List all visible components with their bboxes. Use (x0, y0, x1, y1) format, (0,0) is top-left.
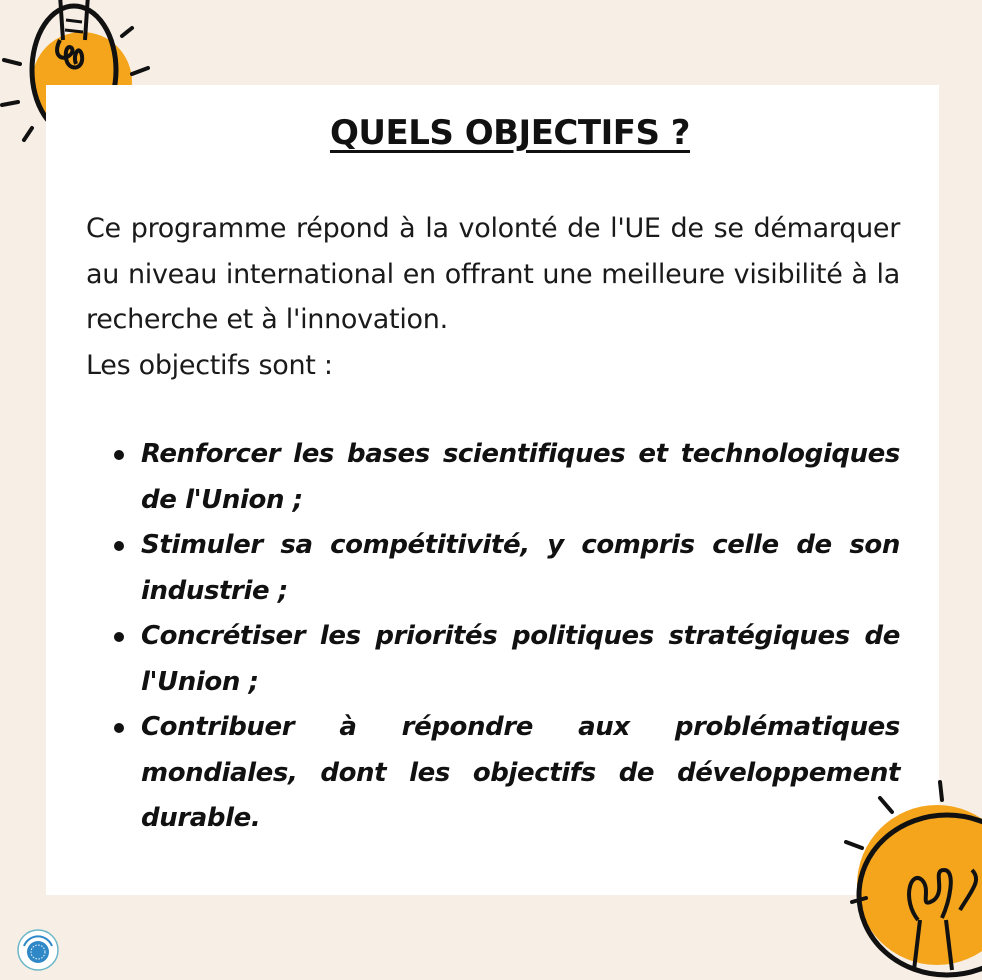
bullet-icon (114, 632, 124, 642)
list-item: Stimuler sa compétitivité, y compris celle de son industrie ; (86, 523, 900, 614)
page-title: QUELS OBJECTIFS ? (330, 113, 690, 153)
bullet-icon (114, 541, 124, 551)
bullet-icon (114, 723, 124, 733)
list-item: Renforcer les bases scientifiques et technologiques de l'Union ; (86, 432, 900, 523)
objectives-list (86, 432, 900, 842)
list-item: Concrétiser les priorités politiques stratégiques de l'Union ; (86, 614, 900, 705)
lightbulb-icon-bottom-right (822, 770, 982, 980)
intro-paragraph: Ce programme répond à la volonté de l'UE de se démarquer au niveau international en offrant une meilleure visibilité à la recherche et à l'innovation. (86, 213, 900, 335)
intro-lead-in: Les objectifs sont : (86, 349, 333, 381)
capp-europe-logo (16, 928, 60, 972)
bullet-icon (114, 450, 124, 460)
list-item: Contribuer à répondre aux problématiques mondiales, dont les objectifs de développement durable. (86, 705, 900, 842)
intro-text (86, 206, 900, 388)
